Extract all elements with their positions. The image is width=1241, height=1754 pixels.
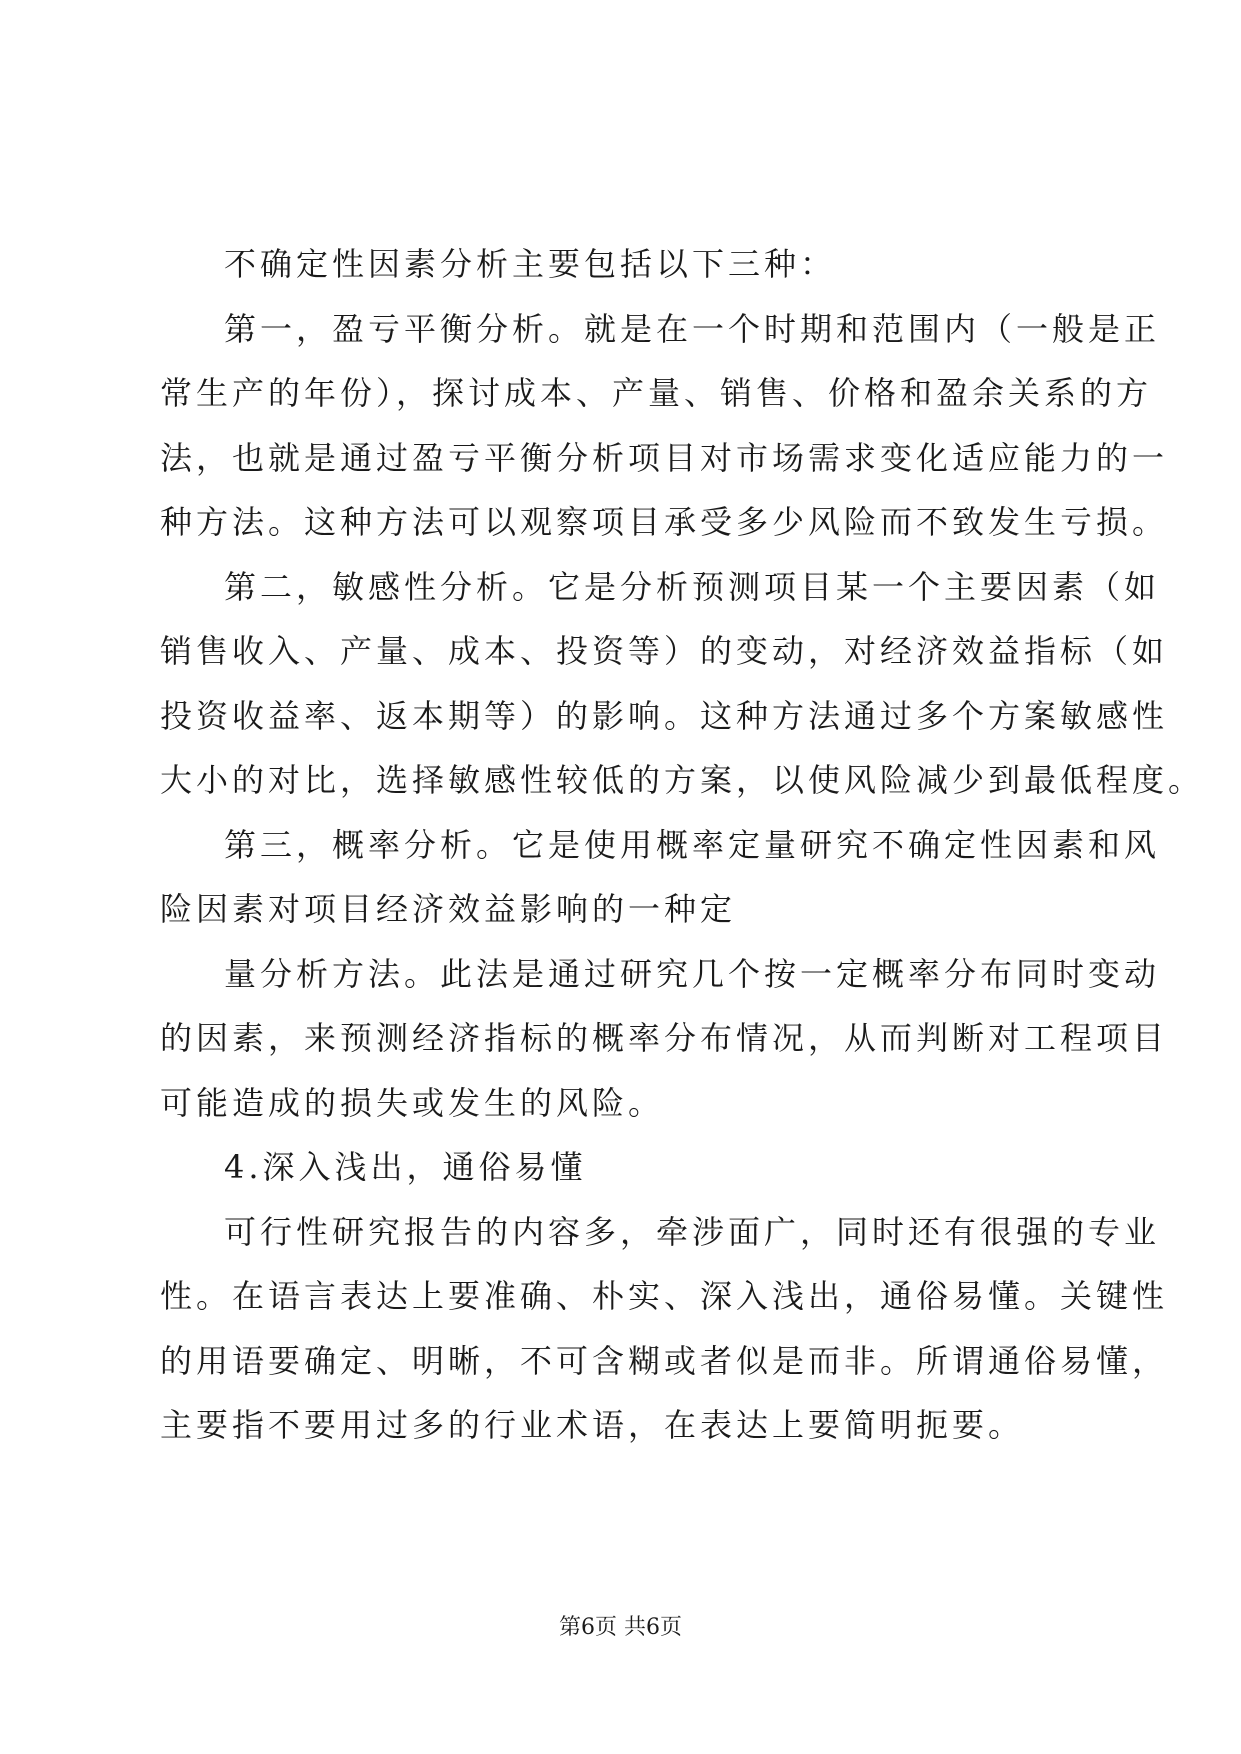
paragraph-line: 投资收益率、返本期等）的影响。这种方法通过多个方案敏感性 [160,696,1169,735]
paragraph-line: 可行性研究报告的内容多，牵涉面广，同时还有很强的专业 [224,1212,1161,1251]
paragraph-line: 的因素，来预测经济指标的概率分布情况，从而判断对工程项目 [160,1019,1169,1057]
paragraph-line: 第三，概率分析。它是使用概率定量研究不确定性因素和风 [224,825,1161,864]
paragraph-line: 大小的对比，选择敏感性较低的方案，以使风险减少到最低程度。 [160,761,1205,799]
paragraph-line: 第二，敏感性分析。它是分析预测项目某一个主要因素（如 [224,567,1161,606]
paragraph-line: 主要指不要用过多的行业术语，在表达上要简明扼要。 [160,1406,1025,1444]
paragraph-line: 种方法。这种方法可以观察项目承受多少风险而不致发生亏损。 [160,503,1169,541]
document-body [160,232,1205,1458]
paragraph-line: 第一，盈亏平衡分析。就是在一个时期和范围内（一般是正 [224,309,1161,348]
paragraph-line: 的用语要确定、明晰，不可含糊或者似是而非。所谓通俗易懂， [160,1341,1169,1380]
paragraph-line: 不确定性因素分析主要包括以下三种： [224,245,837,283]
section-heading: 4.深入浅出，通俗易懂 [224,1148,587,1186]
paragraph-line: 销售收入、产量、成本、投资等）的变动，对经济效益指标（如 [160,632,1169,670]
paragraph-line: 险因素对项目经济效益影响的一种定 [160,890,737,928]
paragraph-line: 可能造成的损失或发生的风险。 [160,1083,665,1122]
paragraph-line: 量分析方法。此法是通过研究几个按一定概率分布同时变动 [224,954,1161,993]
paragraph-line: 常生产的年份），探讨成本、产量、销售、价格和盈余关系的方 [160,374,1153,412]
page-number-footer: 第6页 共6页 [559,1615,682,1640]
paragraph-line: 法，也就是通过盈亏平衡分析项目对市场需求变化适应能力的一 [160,438,1169,477]
paragraph-line: 性。在语言表达上要准确、朴实、深入浅出，通俗易懂。关键性 [160,1277,1169,1315]
